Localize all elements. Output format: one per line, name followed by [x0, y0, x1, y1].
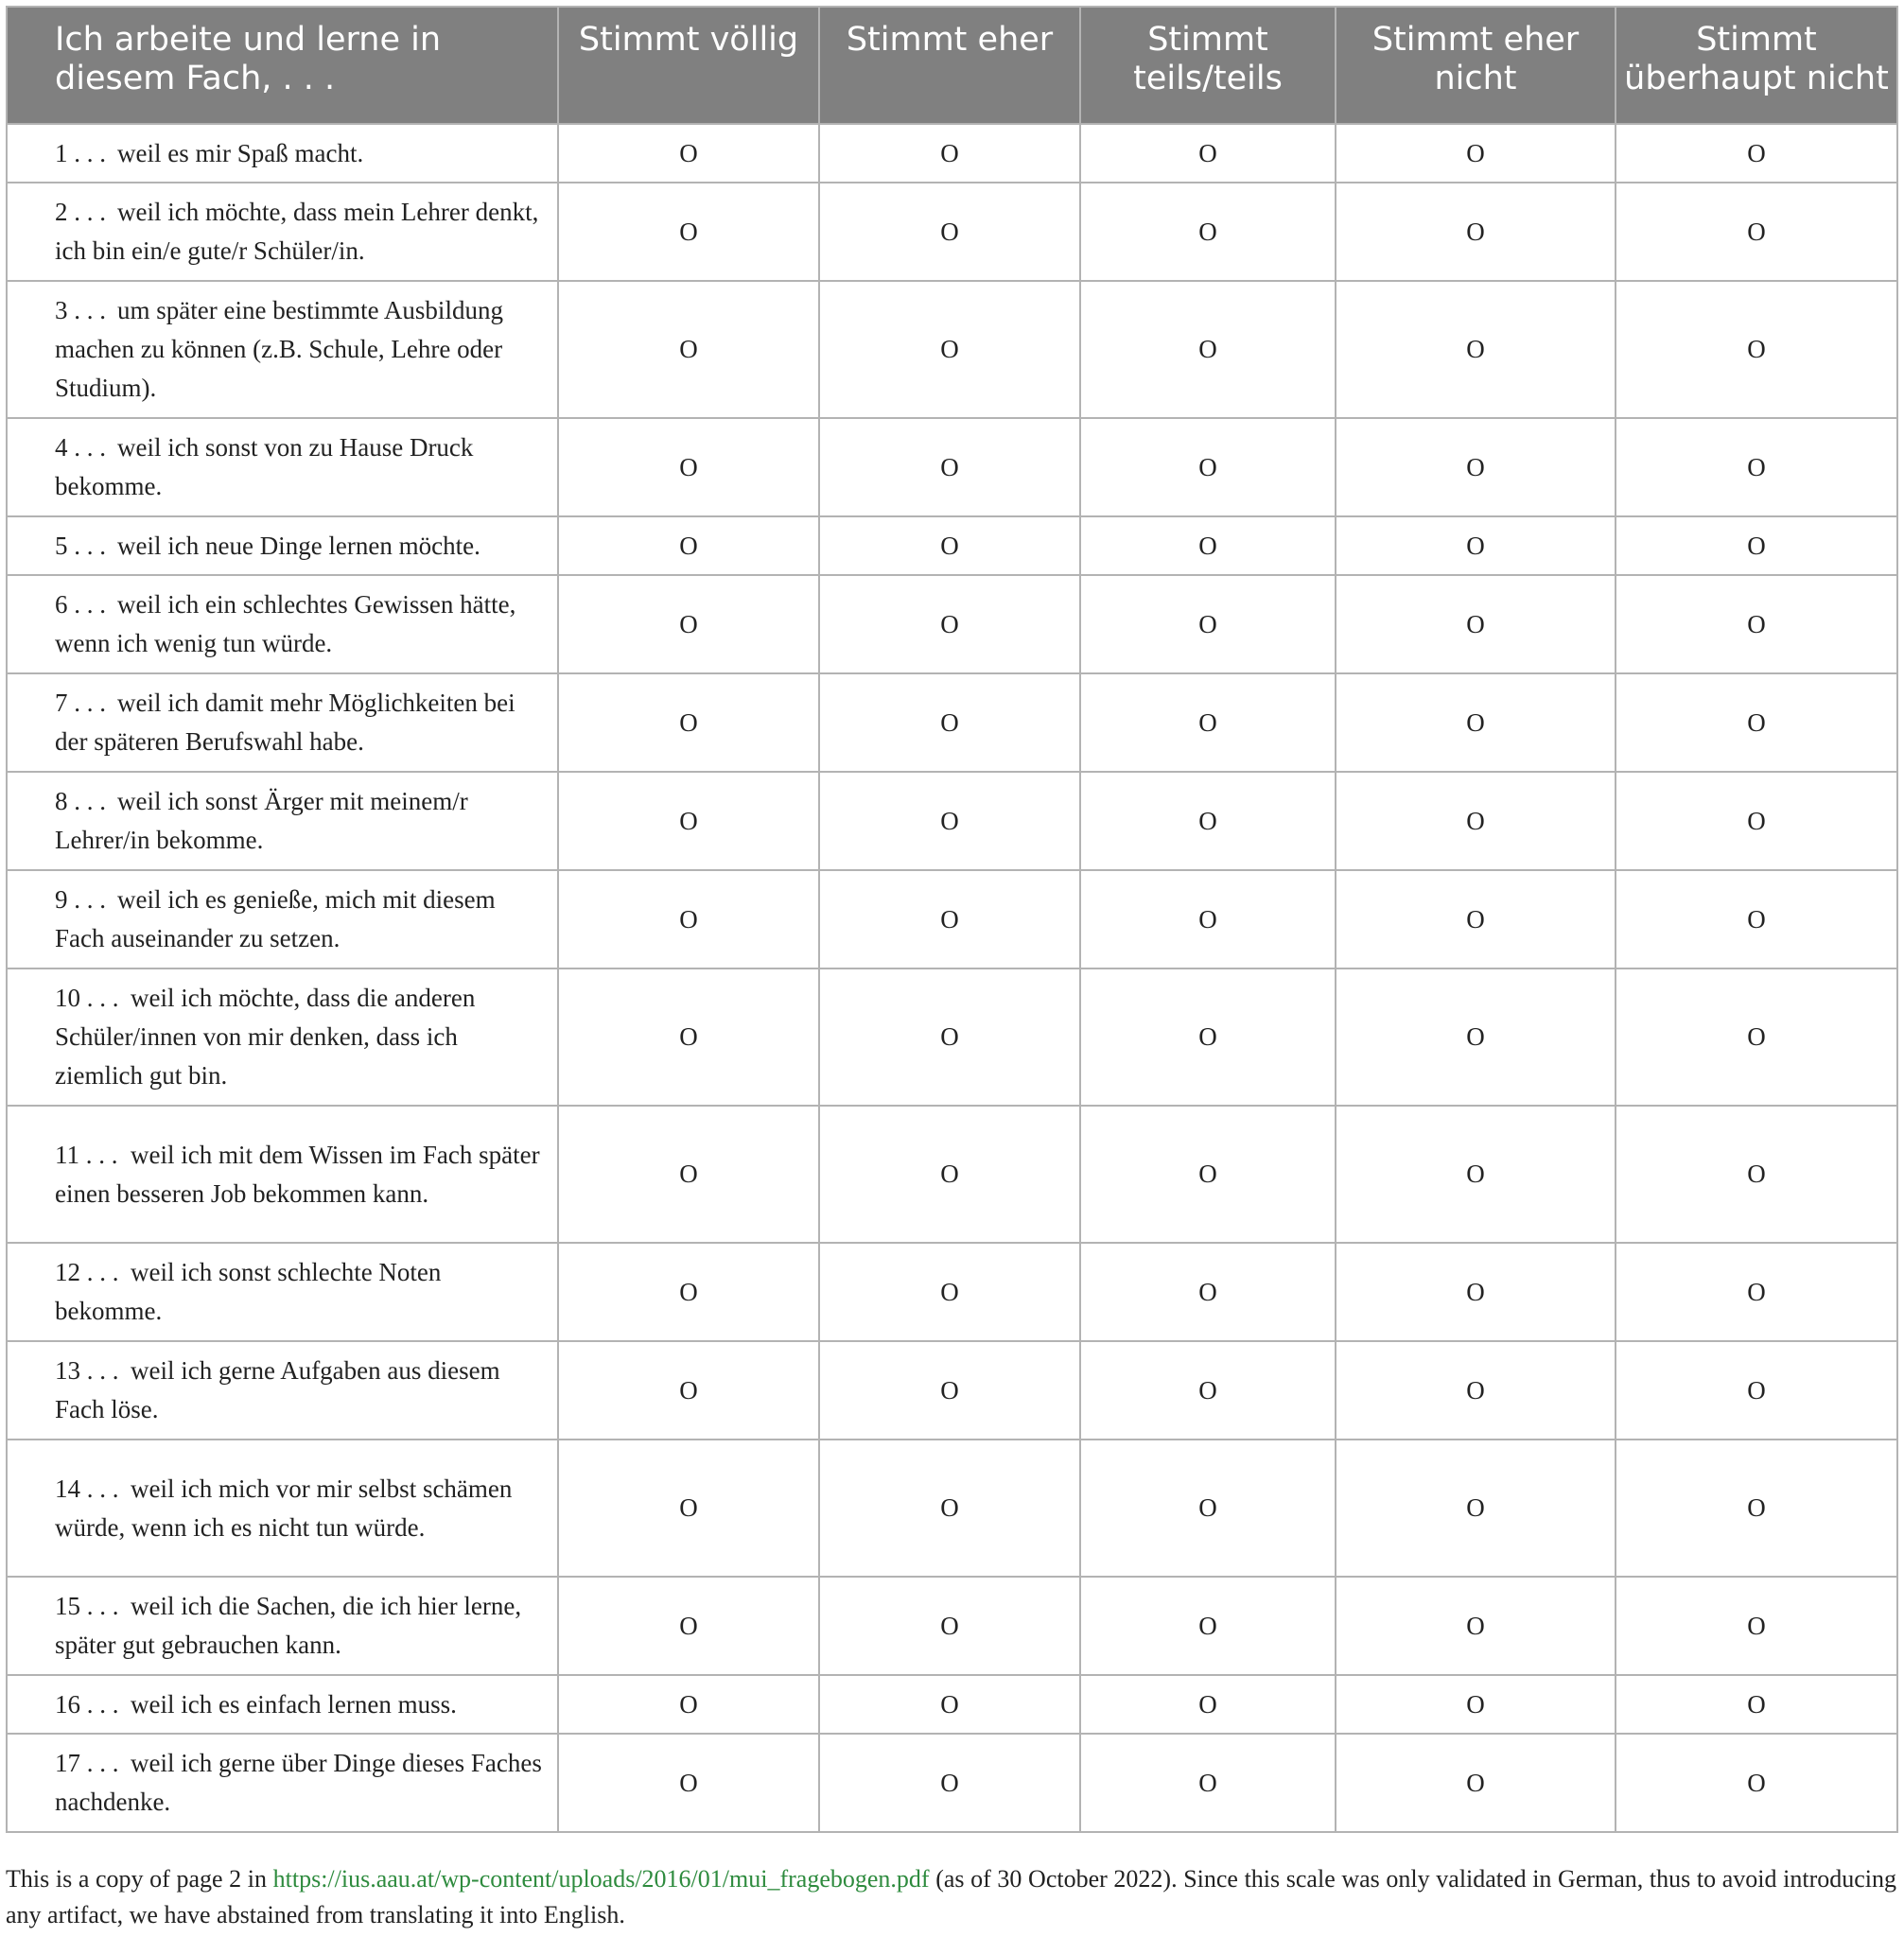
response-option-4[interactable]: O — [1336, 418, 1616, 516]
item-text: weil ich möchte, dass mein Lehrer denkt, ich bin ein/e gute/r Schüler/in. — [55, 198, 539, 265]
response-option-4[interactable]: O — [1336, 183, 1616, 281]
item-cell — [7, 183, 558, 281]
response-option-1[interactable]: O — [558, 968, 819, 1106]
item-cell — [7, 418, 558, 516]
response-option-2[interactable]: O — [819, 183, 1080, 281]
item-number: 17 . . . — [55, 1749, 119, 1777]
item-number: 7 . . . — [55, 689, 106, 717]
item-cell — [7, 1341, 558, 1440]
table-row — [7, 575, 1897, 673]
response-option-2[interactable]: O — [819, 1440, 1080, 1577]
item-cell — [7, 772, 558, 870]
table-row — [7, 281, 1897, 418]
item-cell — [7, 1675, 558, 1734]
item-number: 15 . . . — [55, 1592, 119, 1620]
response-option-2[interactable]: O — [819, 124, 1080, 183]
response-option-3[interactable]: O — [1080, 1734, 1336, 1832]
response-option-2[interactable]: O — [819, 968, 1080, 1106]
response-option-5[interactable]: O — [1616, 1440, 1897, 1577]
table-row — [7, 1341, 1897, 1440]
item-text: weil ich es genieße, mich mit diesem Fach auseinander zu setzen. — [55, 885, 496, 952]
header-option-3: Stimmt teils/teils — [1080, 7, 1336, 124]
response-option-4[interactable]: O — [1336, 1734, 1616, 1832]
response-option-2[interactable]: O — [819, 1577, 1080, 1675]
response-option-4[interactable]: O — [1336, 1106, 1616, 1243]
response-option-3[interactable]: O — [1080, 772, 1336, 870]
response-option-4[interactable]: O — [1336, 516, 1616, 575]
footnote-text-before: This is a copy of page 2 in — [6, 1865, 273, 1893]
header-option-5: Stimmt überhaupt nicht — [1616, 7, 1897, 124]
response-option-2[interactable]: O — [819, 870, 1080, 968]
response-option-5[interactable]: O — [1616, 183, 1897, 281]
response-option-5[interactable]: O — [1616, 418, 1897, 516]
response-option-1[interactable]: O — [558, 1577, 819, 1675]
table-row — [7, 183, 1897, 281]
response-option-1[interactable]: O — [558, 124, 819, 183]
response-option-5[interactable]: O — [1616, 1734, 1897, 1832]
item-text: weil ich die Sachen, die ich hier lerne, später gut gebrauchen kann. — [55, 1592, 522, 1659]
response-option-3[interactable]: O — [1080, 124, 1336, 183]
table-row — [7, 1243, 1897, 1341]
response-option-4[interactable]: O — [1336, 1341, 1616, 1440]
response-option-3[interactable]: O — [1080, 1106, 1336, 1243]
response-option-2[interactable]: O — [819, 418, 1080, 516]
item-number: 6 . . . — [55, 590, 106, 619]
item-text: weil ich damit mehr Möglichkeiten bei der späteren Berufswahl habe. — [55, 689, 515, 756]
response-option-2[interactable]: O — [819, 575, 1080, 673]
response-option-5[interactable]: O — [1616, 516, 1897, 575]
response-option-5[interactable]: O — [1616, 1243, 1897, 1341]
item-number: 11 . . . — [55, 1140, 118, 1169]
response-option-1[interactable]: O — [558, 183, 819, 281]
response-option-4[interactable]: O — [1336, 772, 1616, 870]
response-option-5[interactable]: O — [1616, 124, 1897, 183]
item-text: weil ich mit dem Wissen im Fach später einen besseren Job bekommen kann. — [55, 1140, 540, 1208]
item-text: weil ich gerne über Dinge dieses Faches nachdenke. — [55, 1749, 542, 1816]
item-number: 2 . . . — [55, 198, 106, 226]
response-option-2[interactable]: O — [819, 516, 1080, 575]
response-option-1[interactable]: O — [558, 516, 819, 575]
response-option-5[interactable]: O — [1616, 870, 1897, 968]
questionnaire-table-container — [6, 6, 1896, 1833]
response-option-5[interactable]: O — [1616, 281, 1897, 418]
response-option-5[interactable]: O — [1616, 1577, 1897, 1675]
response-option-1[interactable]: O — [558, 1675, 819, 1734]
item-cell — [7, 1243, 558, 1341]
response-option-1[interactable]: O — [558, 1341, 819, 1440]
header-item-column: Ich arbeite und lerne in diesem Fach, . . . — [7, 7, 558, 124]
response-option-3[interactable]: O — [1080, 1341, 1336, 1440]
item-text: weil es mir Spaß macht. — [117, 138, 364, 167]
response-option-3[interactable]: O — [1080, 1440, 1336, 1577]
response-option-2[interactable]: O — [819, 1341, 1080, 1440]
response-option-3[interactable]: O — [1080, 870, 1336, 968]
item-number: 5 . . . — [55, 531, 106, 560]
table-body — [7, 124, 1897, 1832]
header-option-4: Stimmt eher nicht — [1336, 7, 1616, 124]
item-cell — [7, 1440, 558, 1577]
response-option-1[interactable]: O — [558, 1734, 819, 1832]
table-row — [7, 1106, 1897, 1243]
table-row — [7, 516, 1897, 575]
response-option-4[interactable]: O — [1336, 673, 1616, 772]
item-cell — [7, 1106, 558, 1243]
response-option-4[interactable]: O — [1336, 281, 1616, 418]
footnote-text-after: (as of 30 October 2022). Since this scale was only validated in German, thus to avoid introducing any artifact, we have abstained from translating it into English. — [6, 1865, 1896, 1928]
response-option-2[interactable]: O — [819, 1734, 1080, 1832]
item-text: weil ich es einfach lernen muss. — [131, 1689, 457, 1719]
response-option-4[interactable]: O — [1336, 575, 1616, 673]
item-number: 3 . . . — [55, 296, 106, 324]
item-text: weil ich neue Dinge lernen möchte. — [117, 531, 480, 560]
item-number: 9 . . . — [55, 885, 106, 914]
response-option-1[interactable]: O — [558, 772, 819, 870]
item-cell — [7, 870, 558, 968]
table-row — [7, 418, 1897, 516]
response-option-5[interactable]: O — [1616, 1675, 1897, 1734]
response-option-4[interactable]: O — [1336, 1440, 1616, 1577]
response-option-2[interactable]: O — [819, 772, 1080, 870]
item-cell — [7, 575, 558, 673]
table-footnote — [6, 1861, 1896, 1933]
item-cell — [7, 1577, 558, 1675]
response-option-5[interactable]: O — [1616, 575, 1897, 673]
item-text: weil ich mich vor mir selbst schämen würde, wenn ich es nicht tun würde. — [55, 1474, 513, 1542]
item-cell — [7, 516, 558, 575]
item-cell — [7, 124, 558, 183]
header-option-1: Stimmt völlig — [558, 7, 819, 124]
item-text: weil ich gerne Aufgaben aus diesem Fach löse. — [55, 1356, 500, 1423]
response-option-3[interactable]: O — [1080, 968, 1336, 1106]
item-cell — [7, 1734, 558, 1832]
response-option-1[interactable]: O — [558, 1440, 819, 1577]
item-text: um später eine bestimmte Ausbildung machen zu können (z.B. Schule, Lehre oder Studium). — [55, 296, 503, 402]
item-number: 16 . . . — [55, 1689, 119, 1719]
item-number: 1 . . . — [55, 138, 106, 167]
table-row — [7, 673, 1897, 772]
response-option-1[interactable]: O — [558, 870, 819, 968]
response-option-5[interactable]: O — [1616, 1106, 1897, 1243]
table-row — [7, 1675, 1897, 1734]
response-option-1[interactable]: O — [558, 418, 819, 516]
item-cell — [7, 673, 558, 772]
item-text: weil ich ein schlechtes Gewissen hätte, wenn ich wenig tun würde. — [55, 590, 516, 657]
item-number: 14 . . . — [55, 1474, 119, 1503]
item-number: 4 . . . — [55, 433, 106, 462]
response-option-4[interactable]: O — [1336, 968, 1616, 1106]
item-cell — [7, 281, 558, 418]
table-row — [7, 968, 1897, 1106]
item-number: 10 . . . — [55, 984, 119, 1012]
item-number: 12 . . . — [55, 1258, 119, 1286]
response-option-5[interactable]: O — [1616, 673, 1897, 772]
table-row — [7, 870, 1897, 968]
response-option-1[interactable]: O — [558, 673, 819, 772]
table-row — [7, 1734, 1897, 1832]
response-option-4[interactable]: O — [1336, 1675, 1616, 1734]
response-option-3[interactable]: O — [1080, 673, 1336, 772]
response-option-3[interactable]: O — [1080, 183, 1336, 281]
response-option-4[interactable]: O — [1336, 124, 1616, 183]
response-option-2[interactable]: O — [819, 673, 1080, 772]
response-option-3[interactable]: O — [1080, 1243, 1336, 1341]
table-row — [7, 772, 1897, 870]
response-option-2[interactable]: O — [819, 1106, 1080, 1243]
item-number: 13 . . . — [55, 1356, 119, 1385]
response-option-3[interactable]: O — [1080, 1675, 1336, 1734]
response-option-4[interactable]: O — [1336, 870, 1616, 968]
response-option-4[interactable]: O — [1336, 1243, 1616, 1341]
response-option-2[interactable]: O — [819, 1243, 1080, 1341]
questionnaire-table — [6, 6, 1898, 1833]
header-row — [7, 7, 1897, 124]
response-option-2[interactable]: O — [819, 1675, 1080, 1734]
item-number: 8 . . . — [55, 787, 106, 815]
response-option-3[interactable]: O — [1080, 418, 1336, 516]
response-option-1[interactable]: O — [558, 1243, 819, 1341]
response-option-3[interactable]: O — [1080, 516, 1336, 575]
item-text: weil ich sonst schlechte Noten bekomme. — [55, 1258, 442, 1325]
footnote-link[interactable]: https://ius.aau.at/wp-content/uploads/2016/01/mui_fragebogen.pdf — [272, 1865, 930, 1893]
table-row — [7, 124, 1897, 183]
response-option-4[interactable]: O — [1336, 1577, 1616, 1675]
item-cell — [7, 968, 558, 1106]
response-option-1[interactable]: O — [558, 1106, 819, 1243]
response-option-5[interactable]: O — [1616, 772, 1897, 870]
response-option-1[interactable]: O — [558, 575, 819, 673]
response-option-3[interactable]: O — [1080, 575, 1336, 673]
response-option-5[interactable]: O — [1616, 968, 1897, 1106]
item-text: weil ich möchte, dass die anderen Schüler/innen von mir denken, dass ich ziemlich gut bin. — [55, 984, 476, 1090]
item-text: weil ich sonst von zu Hause Druck bekomme. — [55, 433, 474, 500]
response-option-2[interactable]: O — [819, 281, 1080, 418]
response-option-1[interactable]: O — [558, 281, 819, 418]
response-option-3[interactable]: O — [1080, 281, 1336, 418]
table-row — [7, 1440, 1897, 1577]
response-option-3[interactable]: O — [1080, 1577, 1336, 1675]
response-option-5[interactable]: O — [1616, 1341, 1897, 1440]
header-option-2: Stimmt eher — [819, 7, 1080, 124]
table-row — [7, 1577, 1897, 1675]
item-text: weil ich sonst Ärger mit meinem/r Lehrer/in bekomme. — [55, 787, 468, 854]
